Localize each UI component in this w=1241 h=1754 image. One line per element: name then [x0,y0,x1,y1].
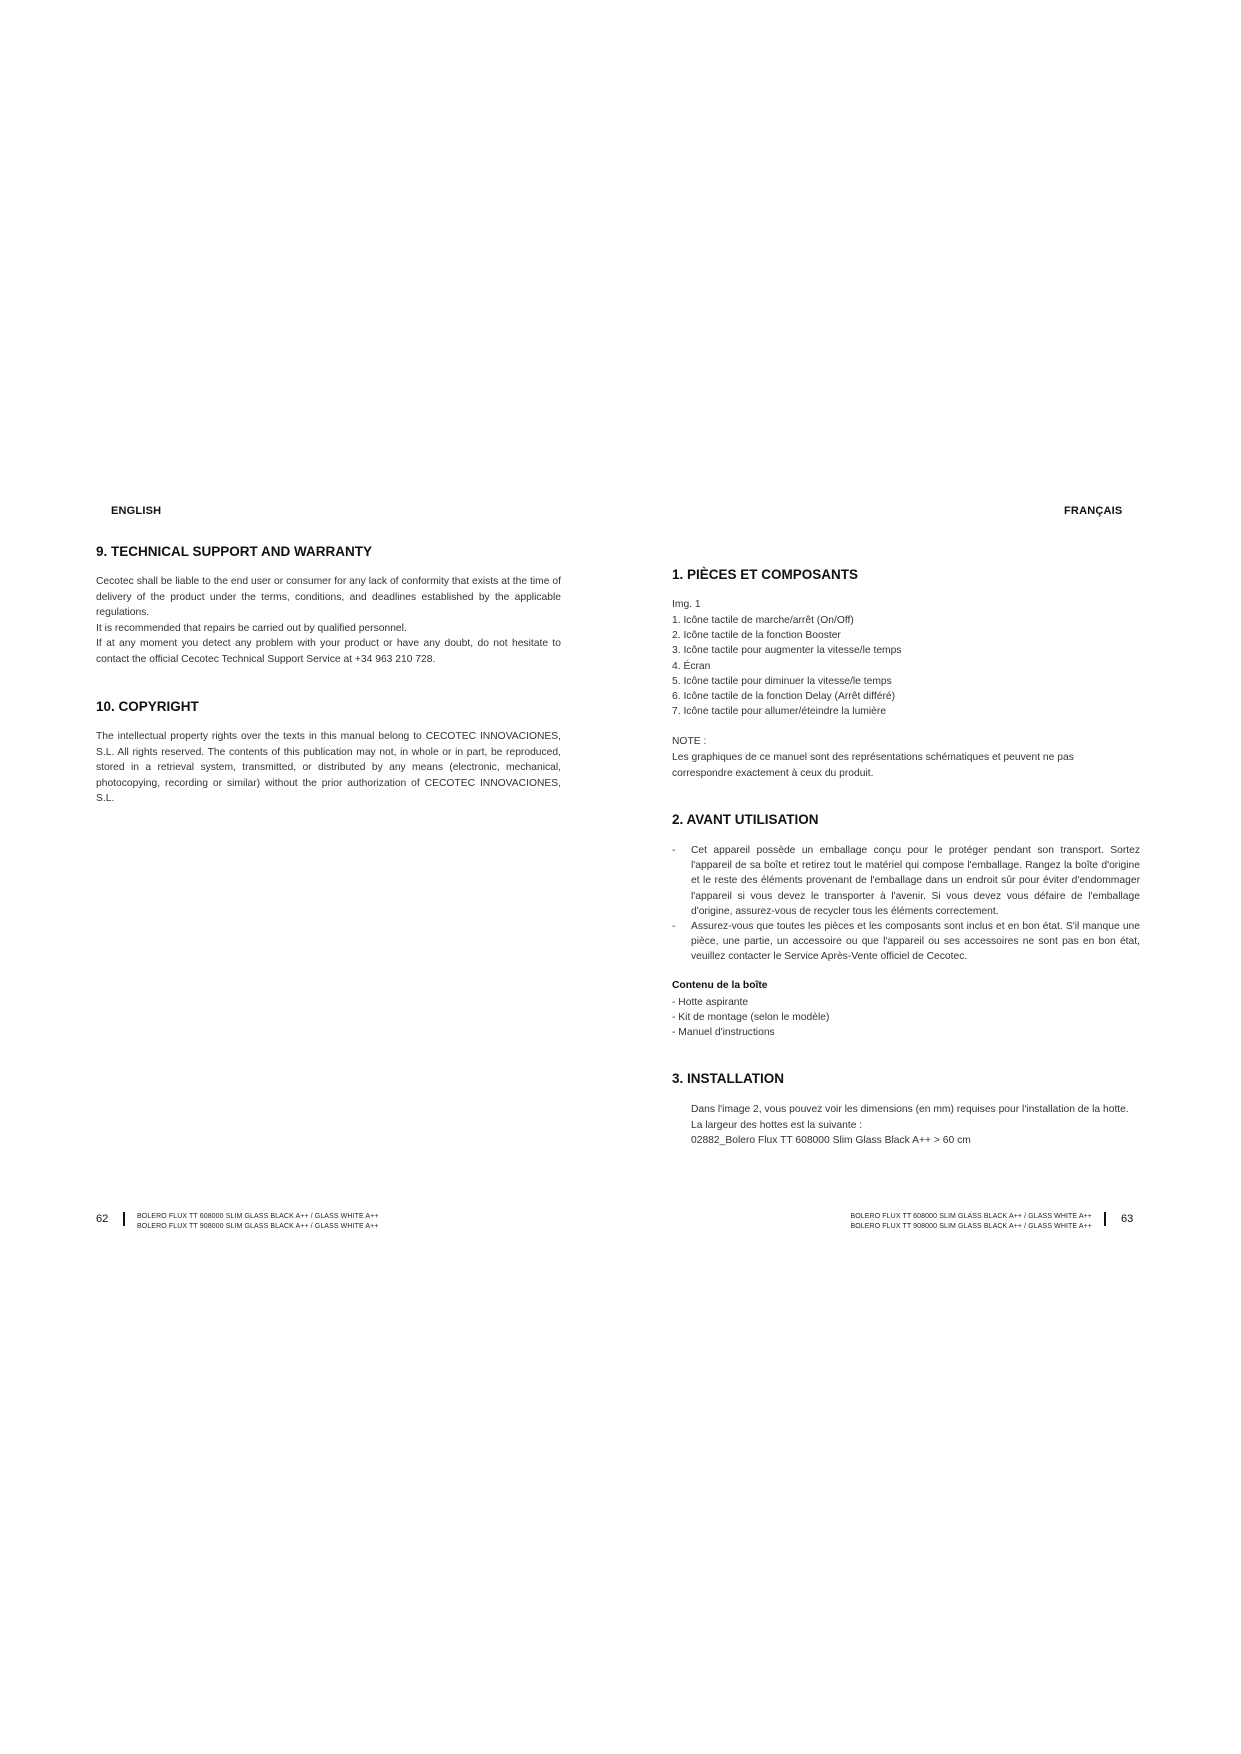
list-item: 4. Écran [672,660,711,672]
section-9-paragraph-2: It is recommended that repairs be carried out by qualified personnel. [96,622,407,634]
section-3-paragraph-2: La largeur des hottes est la suivante : [691,1119,863,1131]
section-3-paragraph-3: 02882_Bolero Flux TT 608000 Slim Glass Black A++ > 60 cm [691,1135,971,1146]
list-item: - Assurez-vous que toutes les pièces et les composants sont inclus et en bon état. S'il manque une pièce, une partie, un accessoire ou que l'appareil ou ses accessoires ne sont pas en bon état, veuillez contacter le Service Après-Vente officiel de Cecotec. [672,921,1140,963]
image-reference-label: Img. 1 [672,599,701,610]
note-text: Les graphiques de ce manuel sont des représentations schématiques et peuvent ne pas correspondre exactement à ceux du produit. [672,752,1074,779]
list-item: 6. Icône tactile de la fonction Delay (Arrêt différé) [672,691,896,703]
list-item: - Cet appareil possède un emballage conçu pour le protéger pendant son transport. Sortez l'appareil de sa boîte et retirez tout le matériel qui compose l'emballage. Rangez la boîte d'origine et le reste des éléments provenant de l'emballage dans un endroit sûr pour éviter d'endommager l'appareil si vous devez le transporter à l'avenir. Si vous devez vous défaire de l'emballage d'origine, assurez-vous de recycler tous les éléments correctement. [672,845,1140,917]
section-2-title: 2. AVANT UTILISATION [672,812,819,827]
list-item: 7. Icône tactile pour allumer/éteindre la lumière [672,706,887,718]
section-3-title: 3. INSTALLATION [672,1071,784,1086]
list-item: 2. Icône tactile de la fonction Booster [672,630,841,642]
section-10-title: 10. COPYRIGHT [96,699,199,714]
section-9-paragraph-3: If at any moment you detect any problem with your product or have any doubt, do not hesitate to contact the official Cecotec Technical Support Service at +34 963 210 728. [96,638,561,665]
section-10-paragraph: The intellectual property rights over the texts in this manual belong to CECOTEC INNOVACIONES, S.L. All rights reserved. The contents of this publication may not, in whole or in part, be reproduced, stored in a retrieval system, transmitted, or distributed by any means (electronic, mechanical, photocopying, recording or similar) without the prior authorization of CECOTEC INNOVACIONES, S.L. [96,731,561,804]
list-item: - Hotte aspirante [672,997,749,1008]
page-number-left: 62 [96,1213,109,1225]
section-9-title: 9. TECHNICAL SUPPORT AND WARRANTY [96,544,373,559]
footer-model-line-1: BOLERO FLUX TT 608000 SLIM GLASS BLACK A++ / GLASS WHITE A++ [850,1213,1092,1220]
section-9-body [96,574,561,667]
box-contents-title: Contenu de la boîte [672,980,768,991]
language-label-french: FRANÇAIS [1064,505,1123,517]
language-label-english: ENGLISH [111,505,162,517]
section-3-paragraph-1: Dans l'image 2, vous pouvez voir les dimensions (en mm) requises pour l'installation de la hotte. [691,1104,1129,1115]
components-list [672,613,902,719]
footer-model-names-left [137,1212,379,1232]
footer-divider-right [1104,1212,1106,1226]
footer-model-line-1: BOLERO FLUX TT 608000 SLIM GLASS BLACK A++ / GLASS WHITE A++ [137,1213,379,1220]
list-item: 1. Icône tactile de marche/arrêt (On/Off) [672,615,854,626]
section-1-title: 1. PIÈCES ET COMPOSANTS [672,567,859,582]
before-use-bullets [672,843,1140,965]
footer-model-line-2: BOLERO FLUX TT 908000 SLIM GLASS BLACK A++ / GLASS WHITE A++ [850,1223,1092,1230]
section-9-paragraph-1: Cecotec shall be liable to the end user or consumer for any lack of conformity that exists at the time of delivery of the product under the terms, conditions, and deadlines established by the applicable regulations. [96,576,561,618]
footer-divider-left [123,1212,125,1226]
note-label: NOTE : [672,736,707,747]
footer-model-line-2: BOLERO FLUX TT 908000 SLIM GLASS BLACK A++ / GLASS WHITE A++ [137,1223,379,1230]
list-item: 3. Icône tactile pour augmenter la vitesse/le temps [672,645,902,657]
footer-model-names-right [850,1212,1092,1232]
box-contents-list [672,995,829,1041]
list-item: 5. Icône tactile pour diminuer la vitesse/le temps [672,675,892,687]
section-3-body [691,1102,1141,1149]
list-item: - Manuel d'instructions [672,1027,775,1039]
list-item: - Kit de montage (selon le modèle) [672,1012,830,1024]
page-number-right: 63 [1121,1213,1134,1225]
